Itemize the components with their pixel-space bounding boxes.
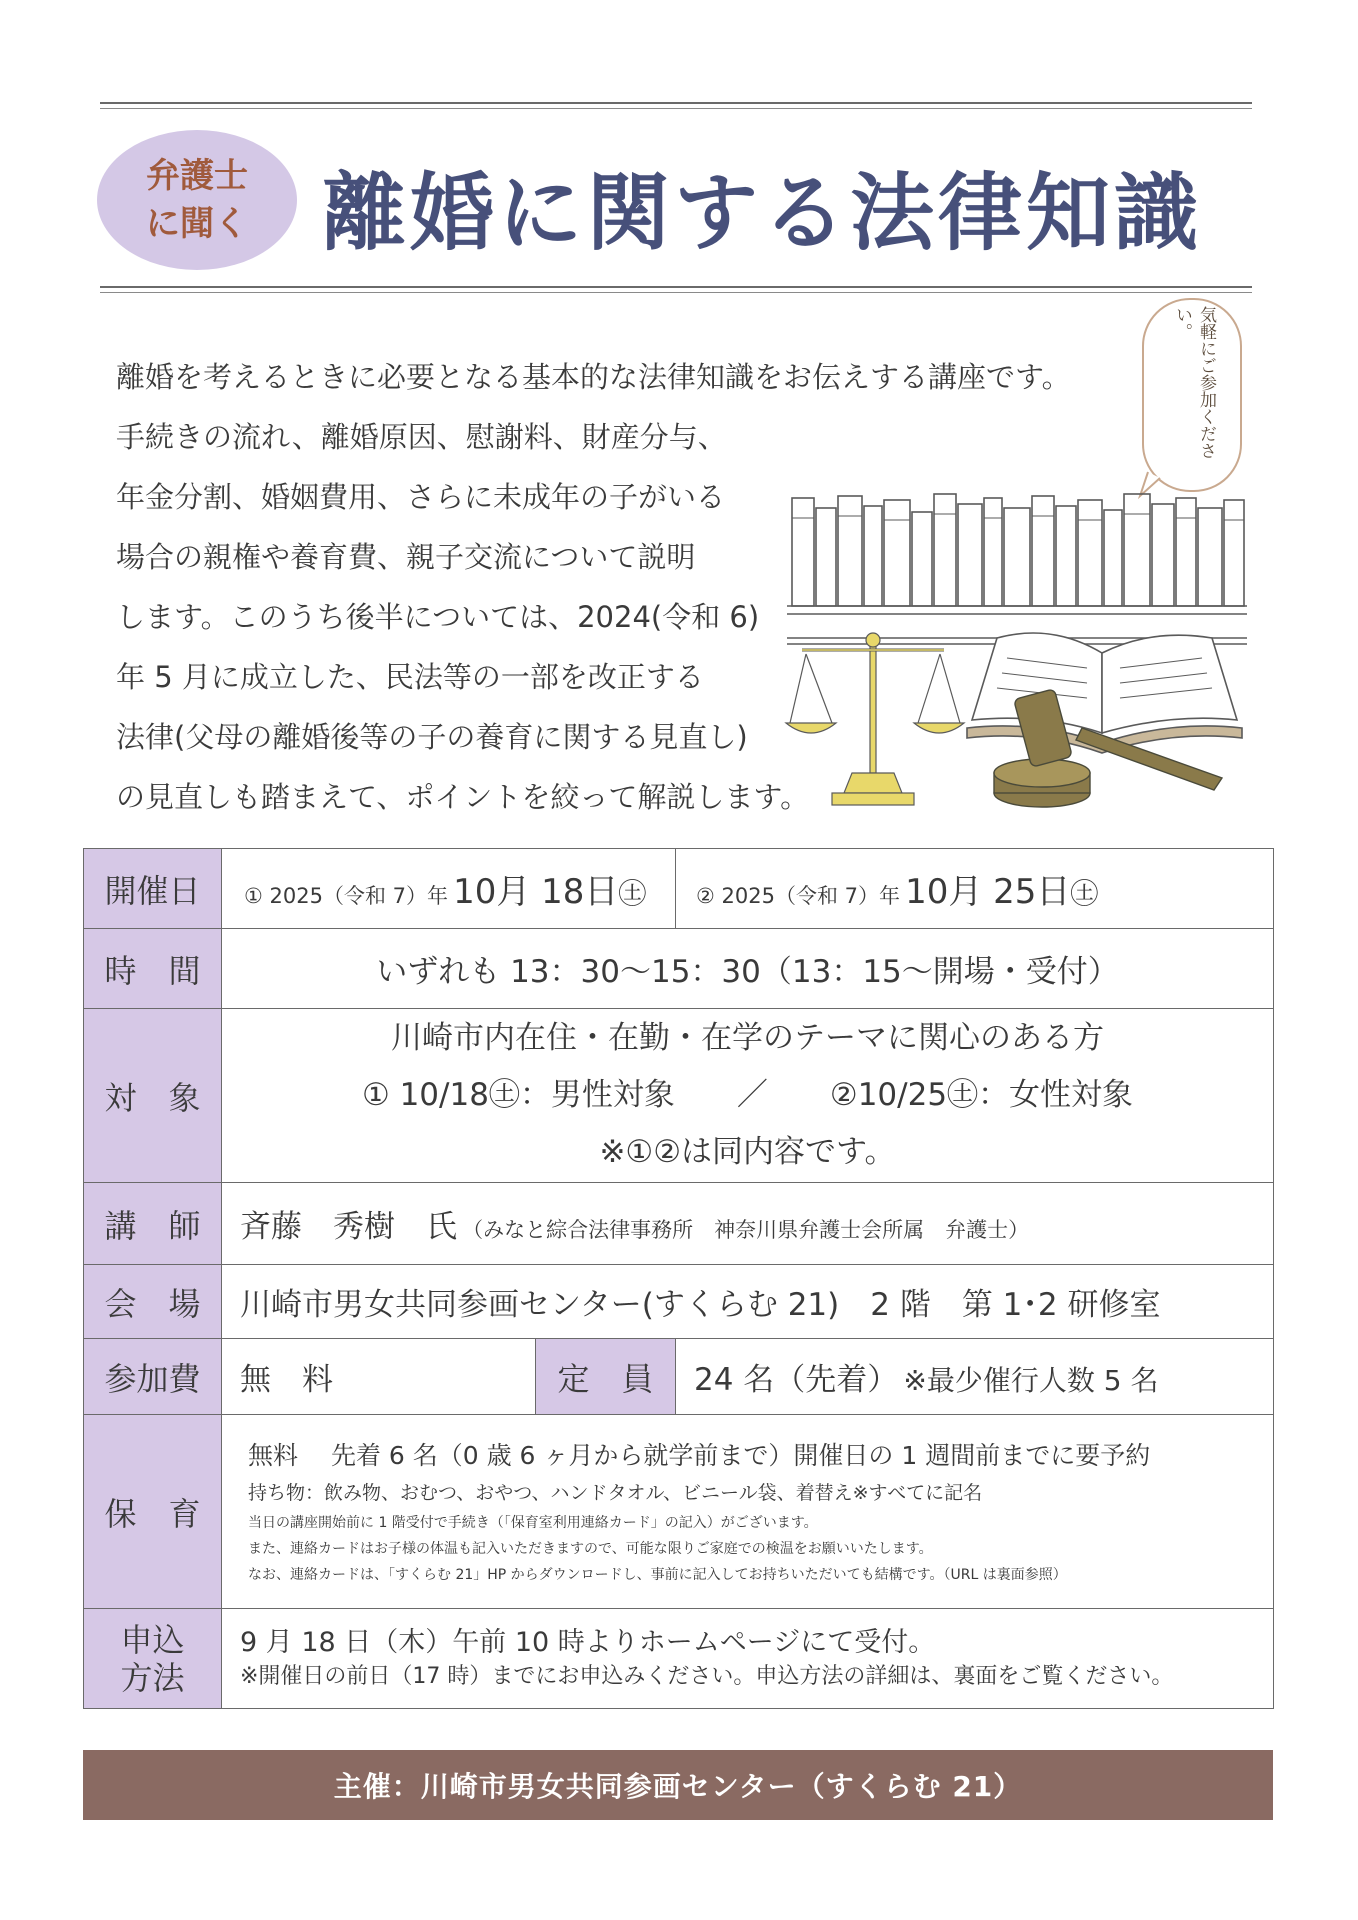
date-1 [222,849,676,929]
lecturer-affiliation: （みなと綜合法律事務所 神奈川県弁護士会所属 弁護士） [462,1218,1030,1242]
venue-value: 川崎市男女共同参画センター(すくらむ 21) 2 階 第 1･2 研修室 [222,1265,1274,1339]
lecturer-cell [222,1183,1274,1265]
intro-line-1: 離婚を考えるときに必要となる基本的な法律知識をお伝えする講座です。 [116,360,1071,394]
header-top-rule-thin [100,108,1252,109]
label-apply-line2: 方法 [120,1658,185,1697]
capacity-cell [676,1339,1274,1415]
label-childcare: 保 育 [84,1415,222,1609]
childcare-line-4: また、連絡カードはお子様の体温も記入いただきますので、可能な限りご家庭での検温をお願いいたします。 [248,1540,933,1557]
target-line-1: 川崎市内在住・在勤・在学のテーマに関心のある方 [391,1020,1104,1056]
childcare-line-3: 当日の講座開始前に 1 階受付で手続き（「保育室利用連絡カード」の記入）がございます。 [248,1514,818,1531]
bubble-text: 気軽にご参加ください。 [1172,306,1216,459]
label-target: 対 象 [84,1009,222,1183]
date-1-prefix: ① 2025（令和 7）年 [244,884,448,908]
organizer-footer: 主催：川崎市男女共同参画センター（すくらむ 21） [83,1750,1273,1820]
apply-line-2: ※開催日の前日（17 時）までにお申込みください。申込方法の詳細は、裏面をご覧ください。 [240,1663,1174,1689]
intro-line-5: します。このうち後半については、2024(令和 6) [116,600,760,634]
badge-line1: 弁護士 [146,156,248,196]
fee-value: 無 料 [222,1339,536,1415]
date-2 [676,849,1274,929]
time-value: いずれも 13：30〜15：30（13：15〜開場・受付） [222,929,1274,1009]
header-bottom-rule-thin [100,292,1252,293]
label-time: 時 間 [84,929,222,1009]
row-time [84,929,1274,1009]
target-line-2: ① 10/18㊏：男性対象 ／ ②10/25㊏：女性対象 [361,1077,1134,1113]
row-childcare [84,1415,1274,1609]
apply-line-1: 9 月 18 日（木）午前 10 時よりホームページにて受付。 [240,1626,936,1658]
childcare-line-1: 無料 先着 6 名（0 歳 6 ヶ月から就学前まで）開催日の 1 週間前までに要予約 [248,1440,1151,1470]
label-apply-line1: 申込 [120,1620,185,1659]
lawyer-badge [97,130,297,270]
intro-line-7: 法律(父母の離婚後等の子の養育に関する見直し) [116,720,748,754]
intro-line-4: 場合の親権や養育費、親子交流について説明 [116,540,696,574]
intro-line-3: 年金分割、婚姻費用、さらに未成年の子がいる [116,480,726,514]
law-illustration [782,488,1252,820]
apply-cell [222,1609,1274,1709]
intro-line-6: 年 5 月に成立した、民法等の一部を改正する [116,660,704,694]
row-target [84,1009,1274,1183]
label-capacity: 定 員 [536,1339,676,1415]
date-2-weekday: ㊏ [1070,877,1099,910]
intro-line-2: 手続きの流れ、離婚原因、慰謝料、財産分与、 [116,420,727,454]
date-2-prefix: ② 2025（令和 7）年 [696,884,900,908]
childcare-cell [222,1415,1274,1609]
label-lecturer: 講 師 [84,1183,222,1265]
date-2-main: 10月 25日 [905,872,1071,912]
date-1-main: 10月 18日 [453,872,619,912]
row-date [84,849,1274,929]
date-1-weekday: ㊏ [618,877,647,910]
capacity-note: ※最少催行人数 5 名 [903,1364,1159,1397]
lecturer-name: 斉藤 秀樹 氏 [240,1209,457,1245]
label-venue: 会 場 [84,1265,222,1339]
target-cell [222,1009,1274,1183]
label-apply [84,1609,222,1709]
header-bottom-rule [100,286,1252,288]
childcare-line-5: なお、連絡カードは、「すくらむ 21」HP からダウンロードし、事前に記入してお持ちいただいても結構です。（URL は裏面参照） [248,1566,1067,1583]
row-fee [84,1339,1274,1415]
row-lecturer [84,1183,1274,1265]
page-title: 離婚に関する法律知識 [322,164,1203,262]
badge-line2: に聞く [146,204,248,244]
intro-line-8: の見直しも踏まえて、ポイントを絞って解説します。 [116,780,810,814]
row-venue [84,1265,1274,1339]
row-apply [84,1609,1274,1709]
label-date: 開催日 [84,849,222,929]
childcare-line-2: 持ち物：飲み物、おむつ、おやつ、ハンドタオル、ビニール袋、着替え※すべてに記名 [248,1481,983,1504]
capacity-value: 24 名（先着） [694,1362,899,1398]
header-top-rule [100,102,1252,104]
label-fee: 参加費 [84,1339,222,1415]
target-line-3: ※①②は同内容です。 [599,1134,896,1170]
event-info-table [83,848,1274,1709]
